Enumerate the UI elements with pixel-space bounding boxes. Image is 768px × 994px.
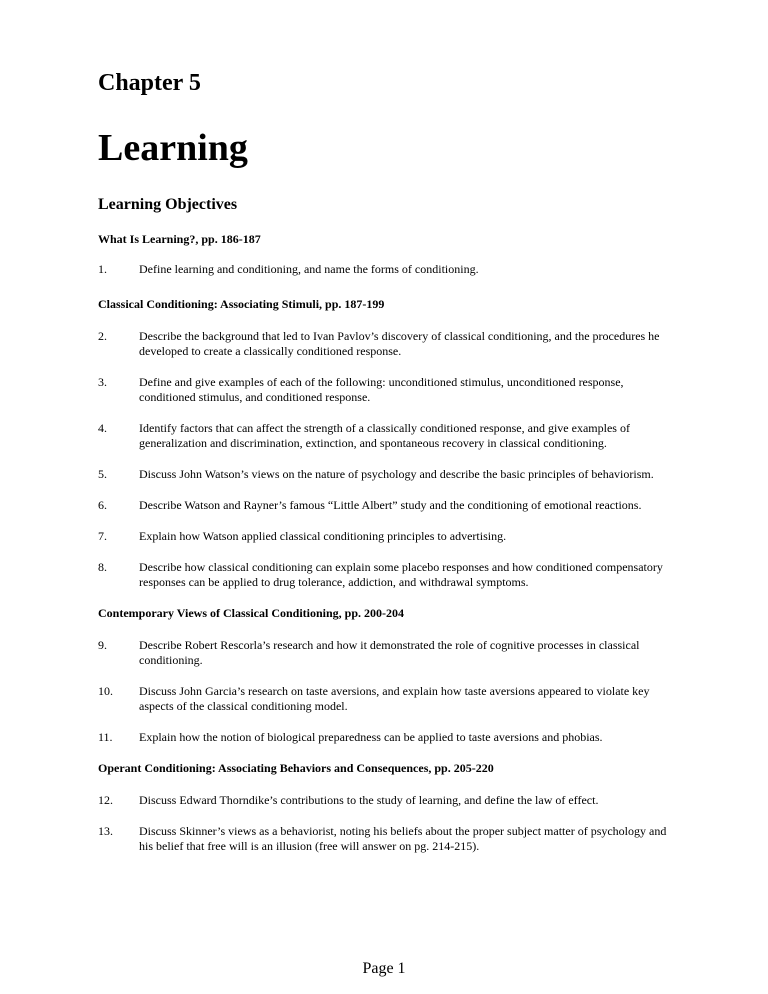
objectives-content xyxy=(98,232,678,854)
page-number: Page 1 xyxy=(362,960,406,977)
section-heading: Contemporary Views of Classical Conditioning, pp. 200-204 xyxy=(98,606,405,620)
item-number: 1. xyxy=(98,262,107,276)
item-text: Discuss John Garcia’s research on taste aversions, and explain how taste aversions appeared to violate key aspects of the classical conditioning model. xyxy=(139,684,650,713)
objective-item xyxy=(98,421,678,451)
item-number: 7. xyxy=(98,529,107,543)
item-number: 4. xyxy=(98,421,107,435)
item-text: Discuss Skinner’s views as a behaviorist, noting his beliefs about the proper subject matter of psychology and his belief that free will is an illusion (free will answer on pg. 214-215). xyxy=(139,824,667,853)
item-text: Explain how the notion of biological preparedness can be applied to taste aversions and phobias. xyxy=(139,730,603,744)
item-number: 11. xyxy=(98,730,113,744)
objective-item xyxy=(98,824,678,854)
item-number: 12. xyxy=(98,793,113,807)
objective-item xyxy=(98,375,678,405)
item-number: 5. xyxy=(98,467,107,481)
objective-item xyxy=(98,329,678,359)
item-number: 9. xyxy=(98,638,107,652)
item-text: Define learning and conditioning, and name the forms of conditioning. xyxy=(139,262,479,276)
item-number: 6. xyxy=(98,498,107,512)
objective-item xyxy=(98,793,678,808)
objective-item xyxy=(98,638,678,668)
item-text: Describe how classical conditioning can explain some placebo responses and how conditioned compensatory responses can be applied to drug tolerance, addiction, and withdrawal symptoms. xyxy=(139,560,663,589)
objective-item xyxy=(98,730,678,745)
objective-item xyxy=(98,498,678,513)
item-number: 10. xyxy=(98,684,113,698)
item-text: Identify factors that can affect the strength of a classically conditioned response, and give examples of generalization and discrimination, extinction, and spontaneous recovery in classical conditioning. xyxy=(139,421,630,450)
item-text: Explain how Watson applied classical conditioning principles to advertising. xyxy=(139,529,507,543)
item-text: Define and give examples of each of the following: unconditioned stimulus, unconditioned response, conditioned stimulus, and conditioned response. xyxy=(139,375,624,404)
item-number: 2. xyxy=(98,329,107,343)
item-text: Describe Watson and Rayner’s famous “Little Albert” study and the conditioning of emotional reactions. xyxy=(139,498,642,512)
item-text: Discuss Edward Thorndike’s contributions to the study of learning, and define the law of effect. xyxy=(139,793,599,807)
objective-item xyxy=(98,262,678,277)
objectives-heading: Learning Objectives xyxy=(98,196,238,213)
item-text: Describe Robert Rescorla’s research and how it demonstrated the role of cognitive processes in classical conditioning. xyxy=(139,638,640,667)
objective-item xyxy=(98,684,678,714)
section-heading: Operant Conditioning: Associating Behaviors and Consequences, pp. 205-220 xyxy=(98,761,494,775)
objective-item xyxy=(98,529,678,544)
objective-item xyxy=(98,467,678,482)
item-text: Discuss John Watson’s views on the nature of psychology and describe the basic principles of behaviorism. xyxy=(139,467,654,481)
section-heading: What Is Learning?, pp. 186-187 xyxy=(98,232,261,246)
item-text: Describe the background that led to Ivan Pavlov’s discovery of classical conditioning, and the procedures he developed to create a classically conditioned response. xyxy=(139,329,660,358)
section-heading: Classical Conditioning: Associating Stimuli, pp. 187-199 xyxy=(98,297,385,311)
item-number: 3. xyxy=(98,375,107,389)
page-title: Learning xyxy=(98,127,248,169)
objective-item xyxy=(98,560,678,590)
chapter-label: Chapter 5 xyxy=(98,70,201,96)
item-number: 8. xyxy=(98,560,107,574)
item-number: 13. xyxy=(98,824,113,838)
